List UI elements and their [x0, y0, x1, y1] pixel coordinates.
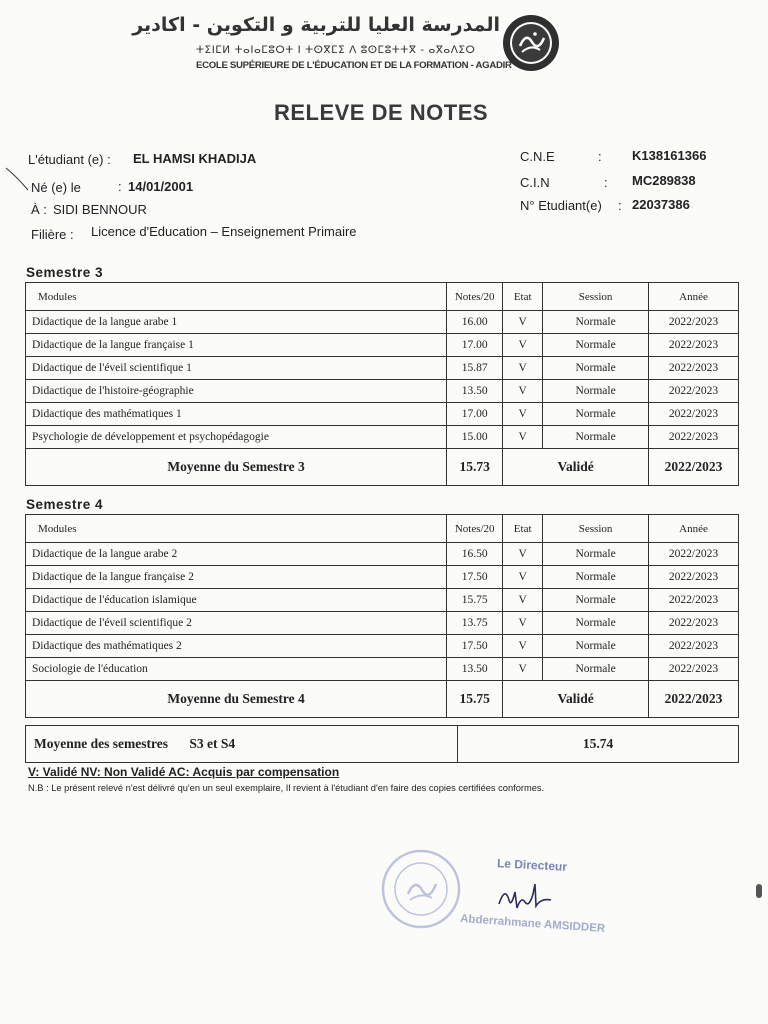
module-note: 15.75 [447, 589, 503, 612]
module-etat: V [503, 589, 543, 612]
table-row [26, 311, 739, 334]
module-etat: V [503, 543, 543, 566]
module-note: 15.87 [447, 357, 503, 380]
module-session: Normale [543, 543, 649, 566]
module-annee: 2022/2023 [649, 566, 739, 589]
module-etat: V [503, 311, 543, 334]
module-note: 16.00 [447, 311, 503, 334]
table-header-row [26, 515, 739, 543]
birth-date: 14/01/2001 [128, 179, 194, 194]
semester-average-label: Moyenne du Semestre 3 [26, 449, 447, 486]
school-name-tifinagh: ⵜⵉⵏⵎⵍ ⵜⴰⵏⴰⵎⵓⵔⵜ ⵏ ⵜⵙⴳⵎⵉ ⴷ ⵓⵙⵎⵓⵜⵜⴳ - ⴰⴳⴰⴷⵉⵔ [196, 44, 476, 56]
cne-value: K138161366 [632, 148, 707, 163]
module-name: Didactique de la langue arabe 1 [26, 311, 447, 334]
module-note: 13.50 [447, 380, 503, 403]
module-etat: V [503, 612, 543, 635]
handwritten-signature-icon [495, 878, 555, 914]
module-annee: 2022/2023 [649, 658, 739, 681]
table-row [26, 612, 739, 635]
module-name: Didactique des mathématiques 1 [26, 403, 447, 426]
module-session: Normale [543, 311, 649, 334]
module-etat: V [503, 334, 543, 357]
director-name: Abderrahmane AMSIDDER [459, 912, 606, 936]
module-session: Normale [543, 589, 649, 612]
col-annee: Année [649, 515, 739, 543]
module-etat: V [503, 380, 543, 403]
col-modules: Modules [26, 515, 447, 543]
semester-4-table [25, 514, 739, 718]
module-name: Didactique de la langue française 2 [26, 566, 447, 589]
module-session: Normale [543, 357, 649, 380]
overall-average-row [26, 726, 739, 763]
student-number: 22037386 [632, 197, 690, 212]
module-note: 15.00 [447, 426, 503, 449]
official-stamp-icon [380, 848, 462, 930]
semester-result: Validé [503, 449, 649, 486]
semester-year: 2022/2023 [649, 449, 739, 486]
semester-result: Validé [503, 681, 649, 718]
overall-average-label: Moyenne des semestres [34, 736, 168, 751]
module-session: Normale [543, 566, 649, 589]
module-name: Psychologie de développement et psychopédagogie [26, 426, 447, 449]
module-name: Didactique de la langue française 1 [26, 334, 447, 357]
module-session: Normale [543, 635, 649, 658]
module-session: Normale [543, 334, 649, 357]
module-annee: 2022/2023 [649, 612, 739, 635]
cne-label: C.N.E [520, 149, 555, 164]
cin-label: C.I.N [520, 175, 550, 190]
table-row [26, 658, 739, 681]
module-note: 13.75 [447, 612, 503, 635]
school-name-arabic: المدرسة العليا للتربية و التكوين - اكادير [132, 14, 500, 36]
module-annee: 2022/2023 [649, 311, 739, 334]
semester-average-row [26, 449, 739, 486]
student-name: EL HAMSI KHADIJA [133, 151, 257, 166]
col-session: Session [543, 283, 649, 311]
module-note: 17.00 [447, 403, 503, 426]
overall-average-semesters: S3 et S4 [189, 736, 236, 751]
legend-text: V: Validé NV: Non Validé AC: Acquis par compensation [28, 765, 340, 779]
module-session: Normale [543, 612, 649, 635]
module-name: Didactique de l'éveil scientifique 1 [26, 357, 447, 380]
semester-year: 2022/2023 [649, 681, 739, 718]
cin-colon: : [604, 175, 608, 190]
module-annee: 2022/2023 [649, 635, 739, 658]
module-note: 17.50 [447, 566, 503, 589]
birth-place-label: À : [31, 202, 47, 217]
overall-average-value: 15.74 [458, 726, 739, 763]
overall-average-label-cell [26, 726, 458, 763]
scan-edge-mark [756, 884, 762, 898]
module-name: Didactique de l'histoire-géographie [26, 380, 447, 403]
module-note: 16.50 [447, 543, 503, 566]
table-row [26, 380, 739, 403]
table-row [26, 543, 739, 566]
module-session: Normale [543, 403, 649, 426]
overall-average-table [25, 725, 739, 763]
director-title: Le Directeur [496, 856, 568, 874]
module-annee: 2022/2023 [649, 426, 739, 449]
module-name: Didactique de l'éveil scientifique 2 [26, 612, 447, 635]
semester-average-label: Moyenne du Semestre 4 [26, 681, 447, 718]
col-notes: Notes/20 [447, 515, 503, 543]
cne-colon: : [598, 149, 602, 164]
filiere-label: Filière : [31, 227, 74, 242]
module-session: Normale [543, 658, 649, 681]
col-session: Session [543, 515, 649, 543]
table-row [26, 426, 739, 449]
module-etat: V [503, 426, 543, 449]
module-session: Normale [543, 426, 649, 449]
birth-label: Né (e) le [31, 180, 81, 195]
module-annee: 2022/2023 [649, 543, 739, 566]
module-annee: 2022/2023 [649, 334, 739, 357]
module-annee: 2022/2023 [649, 403, 739, 426]
module-etat: V [503, 658, 543, 681]
table-header-row [26, 283, 739, 311]
semester-3-title: Semestre 3 [26, 265, 104, 280]
module-annee: 2022/2023 [649, 589, 739, 612]
table-row [26, 357, 739, 380]
module-etat: V [503, 566, 543, 589]
semester-average-value: 15.75 [447, 681, 503, 718]
col-notes: Notes/20 [447, 283, 503, 311]
module-note: 13.50 [447, 658, 503, 681]
table-row [26, 566, 739, 589]
module-name: Didactique de l'éducation islamique [26, 589, 447, 612]
module-session: Normale [543, 380, 649, 403]
table-row [26, 635, 739, 658]
cin-value: MC289838 [632, 173, 696, 188]
module-note: 17.00 [447, 334, 503, 357]
semester-average-row [26, 681, 739, 718]
birth-place: SIDI BENNOUR [53, 202, 147, 217]
document-title: RELEVE DE NOTES [273, 100, 489, 125]
module-etat: V [503, 403, 543, 426]
module-name: Didactique des mathématiques 2 [26, 635, 447, 658]
module-name: Didactique de la langue arabe 2 [26, 543, 447, 566]
module-annee: 2022/2023 [649, 380, 739, 403]
nb-note: N.B : Le présent relevé n'est délivré qu'en un seul exemplaire, Il revient à l'étudiant d'en faire des copies certifiées conformes. [28, 783, 545, 793]
student-name-label: L'étudiant (e) : [28, 152, 111, 167]
col-annee: Année [649, 283, 739, 311]
module-annee: 2022/2023 [649, 357, 739, 380]
table-row [26, 334, 739, 357]
semester-4-title: Semestre 4 [26, 497, 104, 512]
filiere-value: Licence d'Education – Enseignement Primaire [91, 224, 357, 239]
module-note: 17.50 [447, 635, 503, 658]
module-etat: V [503, 635, 543, 658]
col-modules: Modules [26, 283, 447, 311]
col-etat: Etat [503, 515, 543, 543]
col-etat: Etat [503, 283, 543, 311]
table-row [26, 403, 739, 426]
semester-average-value: 15.73 [447, 449, 503, 486]
module-etat: V [503, 357, 543, 380]
semester-3-table [25, 282, 739, 486]
table-row [26, 589, 739, 612]
student-number-label: N° Etudiant(e) [520, 198, 602, 213]
student-number-colon: : [618, 198, 622, 213]
school-name-french: ECOLE SUPÉRIEURE DE L'ÉDUCATION ET DE LA FORMATION - AGADIR [196, 60, 512, 71]
pen-stroke-mark [4, 166, 34, 196]
module-name: Sociologie de l'éducation [26, 658, 447, 681]
birth-colon: : [118, 179, 122, 194]
